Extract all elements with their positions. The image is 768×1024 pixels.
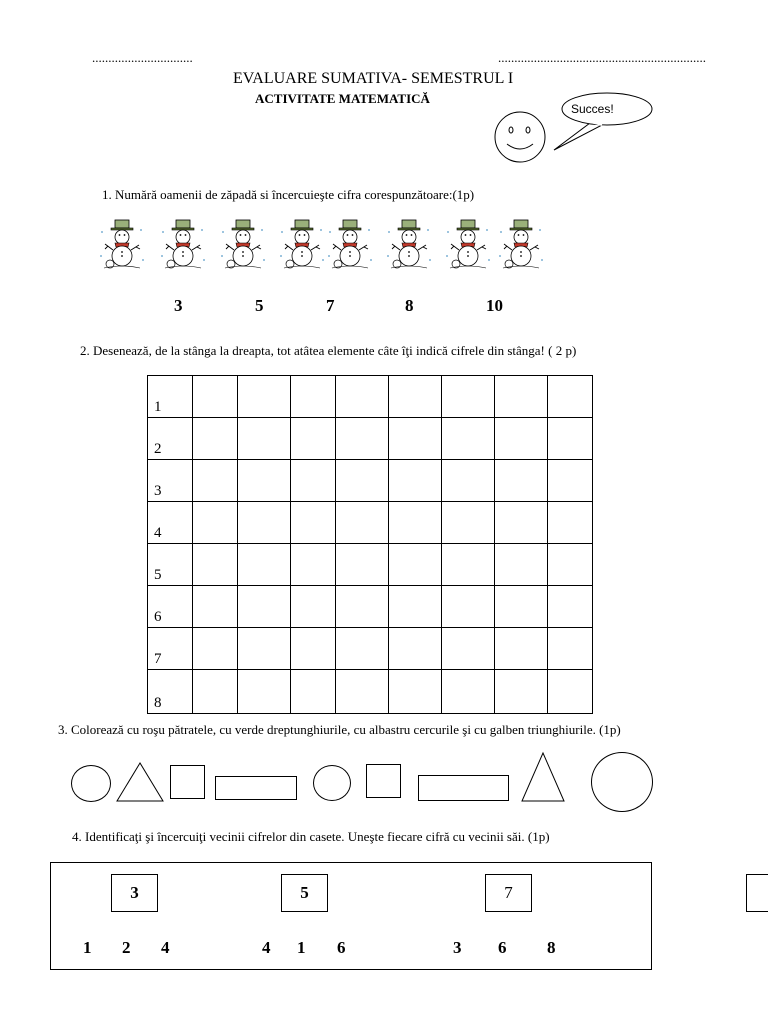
task3-instruction: 3. Colorează cu roşu pătratele, cu verde dreptunghiurile, cu albastru cercurile şi cu galben triunghiurile. (1p) [58, 722, 621, 737]
row-label: 1 [148, 376, 193, 418]
shape-circle[interactable] [313, 765, 351, 801]
task2-instruction: 2. Desenează, de la stânga la dreapta, tot atâtea elemente câte îţi indică cifrele din stânga! ( 2 p) [80, 343, 577, 358]
candidate-number[interactable]: 4 [262, 938, 271, 957]
shape-square[interactable] [366, 764, 401, 798]
candidate-number[interactable]: 8 [547, 938, 556, 957]
speech-bubble-text: Succes! [571, 102, 614, 116]
snowman-6 [387, 220, 431, 268]
option-5[interactable]: 5 [255, 296, 264, 315]
snowman-3 [221, 220, 265, 268]
row-label: 7 [148, 628, 193, 670]
page-subtitle: ACTIVITATE MATEMATICĂ [255, 91, 430, 106]
shape-triangle[interactable] [115, 761, 165, 803]
row-label: 2 [148, 418, 193, 460]
shape-circle[interactable] [591, 752, 653, 812]
date-line: ................................................................ [498, 50, 706, 65]
shape-rectangle[interactable] [215, 776, 297, 800]
option-7[interactable]: 7 [326, 296, 335, 315]
name-line: ............................... [92, 50, 193, 65]
cropped-number-box [746, 874, 768, 912]
row-label: 6 [148, 586, 193, 628]
snowmen-row [100, 214, 560, 274]
row-label: 3 [148, 460, 193, 502]
option-10[interactable]: 10 [486, 296, 503, 315]
candidate-number[interactable]: 2 [122, 938, 131, 957]
option-3[interactable]: 3 [174, 296, 183, 315]
row-label: 5 [148, 544, 193, 586]
snowman-2 [161, 220, 205, 268]
candidate-number[interactable]: 3 [453, 938, 462, 957]
snowman-8 [499, 220, 543, 268]
number-box-3: 3 [111, 874, 158, 912]
shape-square[interactable] [170, 765, 205, 799]
candidate-number[interactable]: 6 [337, 938, 346, 957]
candidate-number[interactable]: 6 [498, 938, 507, 957]
snowman-4 [280, 220, 324, 268]
shape-triangle[interactable] [520, 751, 566, 803]
snowman-1 [100, 220, 144, 268]
snowman-7 [446, 220, 490, 268]
task4-instruction: 4. Identificaţi şi încercuiţi vecinii cifrelor din casete. Uneşte fiecare cifră cu vecinii săi. (1p) [72, 829, 550, 844]
snowman-5 [328, 220, 372, 268]
drawing-grid[interactable] [147, 375, 593, 714]
page-title: EVALUARE SUMATIVA- SEMESTRUL I [233, 70, 514, 87]
task1-instruction: 1. Numără oamenii de zăpadă si încercuieşte cifra corespunzătoare:(1p) [102, 187, 475, 202]
candidate-number[interactable]: 1 [83, 938, 92, 957]
candidate-number[interactable]: 1 [297, 938, 306, 957]
row-label: 8 [148, 670, 193, 714]
number-box-5: 5 [281, 874, 328, 912]
shape-rectangle[interactable] [418, 775, 509, 801]
row-label: 4 [148, 502, 193, 544]
candidate-number[interactable]: 4 [161, 938, 170, 957]
shape-circle[interactable] [71, 765, 111, 802]
option-8[interactable]: 8 [405, 296, 414, 315]
number-box-7: 7 [485, 874, 532, 912]
